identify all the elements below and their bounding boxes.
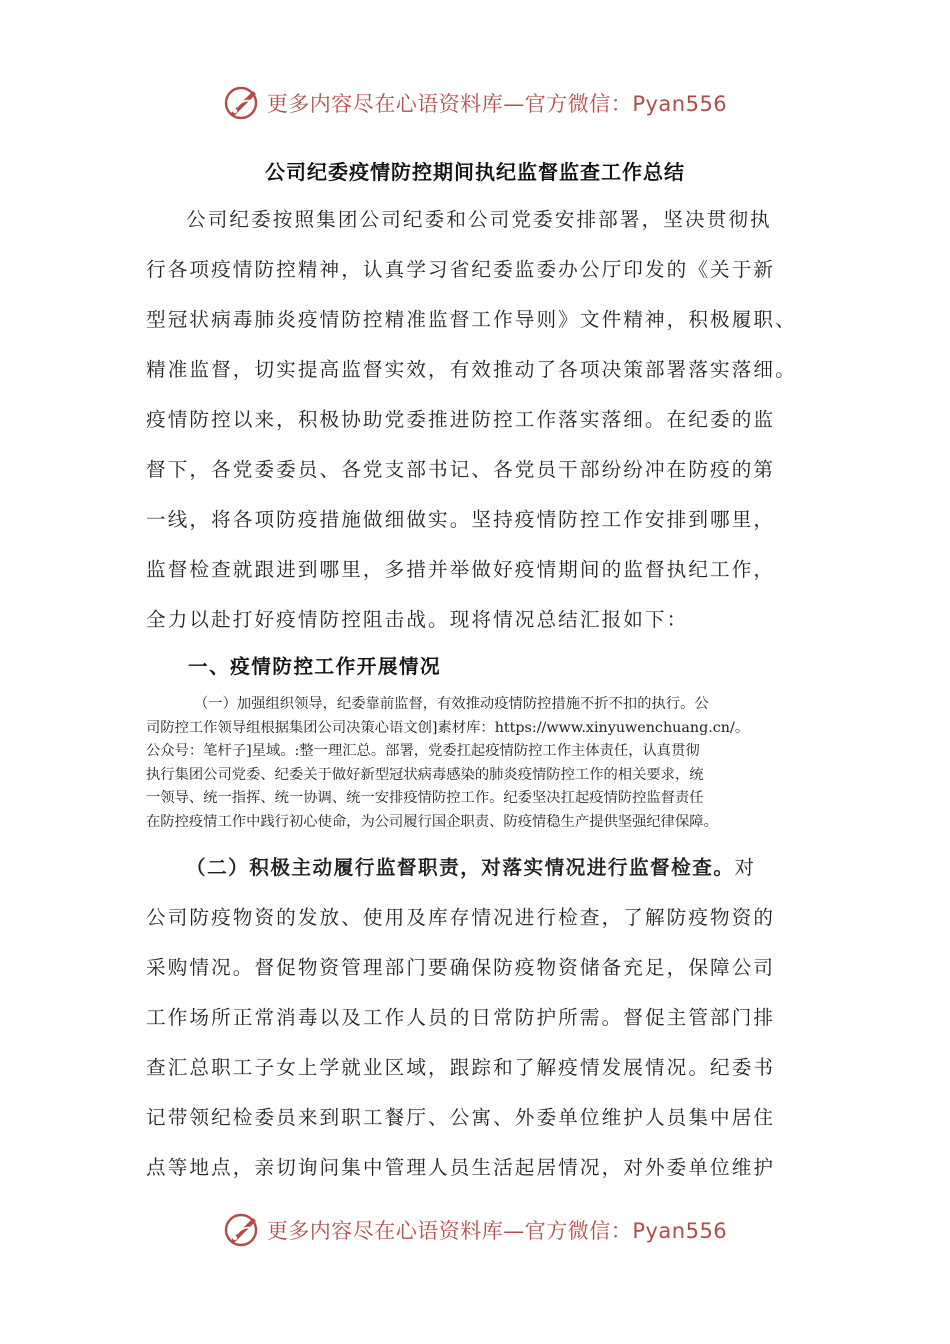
section-1-heading: 一、疫情防控工作开展情况: [188, 655, 442, 678]
text-line: 一线，将各项防疫措施做细做实。坚持疫情防控工作安排到哪里，: [146, 508, 776, 531]
text-line: 督下，各党委委员、各党支部书记、各党员干部纷纷冲在防疫的第: [146, 458, 776, 481]
text-line: 工作场所正常消毒以及工作人员的日常防护所需。督促主管部门排: [146, 1006, 776, 1029]
text-line: 公司防疫物资的发放、使用及库存情况进行检查，了解防疫物资的: [146, 906, 776, 929]
text-line: 型冠状病毒肺炎疫情防控精准监督工作导则》文件精神，积极履职、: [146, 308, 797, 331]
text-line: 查汇总职工子女上学就业区域，跟踪和了解疫情发展情况。纪委书: [146, 1056, 776, 1079]
text-line: 全力以赴打好疫情防控阻击战。现将情况总结汇报如下：: [146, 608, 689, 631]
banner-text: 更多内容尽在心语资料库—官方微信：Pyan556: [266, 1219, 728, 1243]
pen-logo-icon: [223, 83, 263, 123]
text-line: 点等地点，亲切询问集中管理人员生活起居情况，对外委单位维护: [146, 1156, 776, 1179]
footer-watermark-banner: [0, 1205, 950, 1255]
pen-logo-icon: [223, 1210, 263, 1250]
text-line: 记带领纪检委员来到职工餐厅、公寓、外委单位维护人员集中居住: [146, 1106, 776, 1129]
section-2-heading: （二）积极主动履行监督职责，对落实情况进行监督检查。: [186, 856, 735, 879]
text-line: 一领导、统一指挥、统一协调、统一安排疫情防控工作。纪委坚决扛起疫情防控监督责任: [146, 790, 704, 807]
text-line: 行各项疫情防控精神，认真学习省纪委监委办公厅印发的《关于新: [146, 258, 776, 281]
text-line: 精准监督，切实提高监督实效，有效推动了各项决策部署落实落细。: [146, 358, 797, 381]
text-line: 监督检查就跟进到哪里，多措并举做好疫情期间的监督执纪工作，: [146, 558, 776, 581]
text-line: 疫情防控以来，积极协助党委推进防控工作落实落细。在纪委的监: [146, 408, 776, 431]
text-line: 公众号：笔杆子]星域。:整一理汇总。部署，党委扛起疫情防控工作主体责任，认真贯彻: [146, 743, 700, 760]
text-line: 司防控工作领导组根据集团公司决策心语文创]素材库：https://www.xinyuwenchuang.cn/。: [146, 719, 750, 736]
text-line: 执行集团公司党委、纪委关于做好新型冠状病毒感染的肺炎疫情防控工作的相关要求，统: [146, 766, 704, 783]
intro-paragraph: [146, 195, 806, 645]
text-line: （一）加强组织领导，纪委靠前监督，有效推动疫情防控措施不折不扣的执行。公: [194, 696, 709, 712]
header-watermark-banner: [0, 78, 950, 128]
text-line: 采购情况。督促物资管理部门要确保防疫物资储备充足，保障公司: [146, 956, 776, 979]
section-2-paragraph: [146, 843, 806, 1193]
section-2-first-line: （二）积极主动履行监督职责，对落实情况进行监督检查。对: [186, 856, 757, 879]
text-line: 在防控疫情工作中践行初心使命，为公司履行国企职责、防疫情稳生产提供坚强纪律保障。: [146, 813, 718, 830]
document-title: 公司纪委疫情防控期间执纪监督监查工作总结: [265, 160, 685, 184]
text-line: 公司纪委按照集团公司纪委和公司党委安排部署，坚决贯彻执: [186, 208, 772, 231]
banner-text: 更多内容尽在心语资料库—官方微信：Pyan556: [266, 92, 728, 116]
section-1-paragraph: [146, 693, 810, 835]
